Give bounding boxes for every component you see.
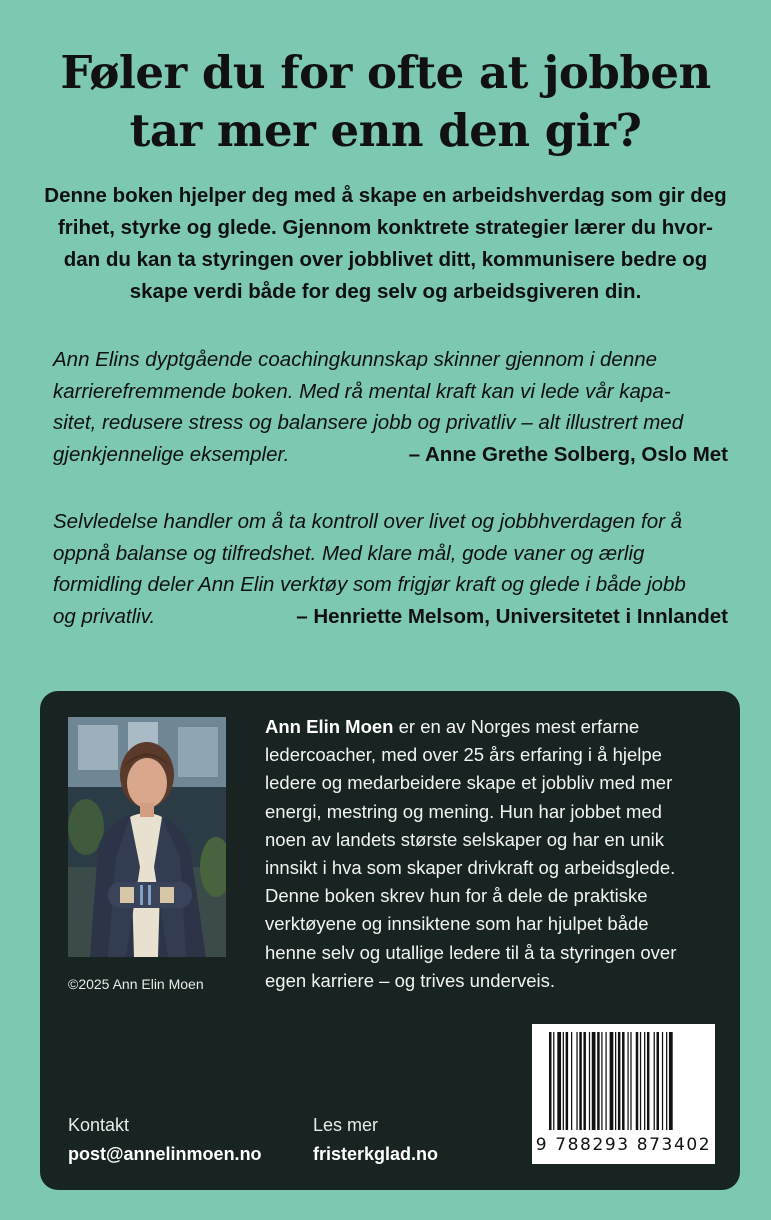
barcode-bar [571, 1032, 572, 1130]
quote-line: Selvledelse handler om å ta kontroll over livet og jobbhverdagen for å [53, 510, 683, 533]
barcode-bar [627, 1032, 628, 1130]
intro-line: dan du kan ta styringen over jobblivet ditt, kommunisere bedre og [63, 248, 708, 271]
bio-line: energi, mestring og mening. Hun har jobbet med [265, 800, 662, 822]
bio-line: noen av landets største selskaper og har en unik [265, 828, 665, 850]
barcode-bar [566, 1032, 569, 1130]
barcode-bar [657, 1032, 660, 1130]
intro-line: Denne boken hjelper deg med å skape en arbeidshverdag som gir deg [44, 184, 727, 207]
barcode-bar [654, 1032, 655, 1130]
quote-line: sitet, redusere stress og balansere jobb og privatliv – alt illustrert med [53, 411, 684, 434]
intro-paragraph [40, 180, 731, 308]
photo-credit: ©2025 Ann Elin Moen [68, 976, 204, 992]
barcode-bar [557, 1032, 561, 1130]
headline-line-1: Føler du for ofte at jobben [60, 46, 711, 99]
barcode-bar [605, 1032, 606, 1130]
barcode-bar [636, 1032, 639, 1130]
quote-line: Ann Elins dyptgående coachingkunnskap skinner gjennom i denne [53, 348, 658, 371]
bio-line: verktøyene og innsiktene som har hjulpet både [265, 913, 649, 935]
barcode-bar [592, 1032, 596, 1130]
quote-line: gjenkjennelige eksempler. [53, 442, 290, 466]
barcode-bar [647, 1032, 650, 1130]
barcode-bar [622, 1032, 625, 1130]
barcode-bar [563, 1032, 564, 1130]
isbn-number: 9 788293 873402 [535, 1135, 712, 1155]
author-photo-illustration [68, 717, 226, 957]
author-panel [40, 691, 740, 1190]
author-photo [68, 717, 226, 957]
quote-attribution: – Anne Grethe Solberg, Oslo Met [408, 442, 728, 466]
barcode-bar [579, 1032, 582, 1130]
barcode-bar [589, 1032, 590, 1130]
barcode-bar [583, 1032, 586, 1130]
bio-line: henne selv og utallige ledere til å ta styringen over [265, 941, 677, 963]
barcode-bar [601, 1032, 602, 1130]
barcode-bar [576, 1032, 577, 1130]
barcode-bar [640, 1032, 641, 1130]
bio-line: ledercoacher, med over 25 års erfaring i å hjelpe [265, 744, 662, 766]
author-bio [265, 713, 725, 995]
quote-line: formidling deler Ann Elin verktøy som frigjør kraft og glede i både jobb [53, 573, 686, 596]
review-quote [53, 344, 743, 470]
barcode-bar [610, 1032, 614, 1130]
quote-last-line [53, 601, 743, 633]
author-name: Ann Elin Moen [265, 716, 394, 737]
quote-line: og privatliv. [53, 604, 156, 628]
bio-text: er en av Norges mest erfarne [393, 716, 640, 737]
barcode-bar [553, 1032, 554, 1130]
read-more-block [313, 1111, 438, 1169]
read-more-label: Les mer [313, 1115, 379, 1135]
website-link[interactable]: fristerkglad.no [313, 1144, 439, 1164]
barcode-bars [532, 1024, 715, 1134]
headline [40, 44, 731, 160]
quote-line: oppnå balanse og tilfredshet. Med klare mål, gode vaner og ærlig [53, 541, 645, 565]
contact-label: Kontakt [68, 1115, 130, 1135]
bio-line: Denne boken skrev hun for å dele de praktiske [265, 885, 648, 907]
headline-line-2: tar mer enn den gir? [129, 104, 642, 157]
intro-line: skape verdi både for deg selv og arbeidsgiveren din. [129, 280, 642, 303]
quote-attribution: – Henriette Melsom, Universitetet i Innlandet [296, 604, 728, 628]
review-quote [53, 506, 743, 632]
bio-line: ledere og medarbeidere skape et jobbliv med mer [265, 772, 673, 794]
quote-line: karrierefremmende boken. Med rå mental kraft kan vi lede vår kapa- [53, 379, 671, 403]
barcode-bar [669, 1032, 673, 1130]
barcode-bar [630, 1032, 631, 1130]
barcode-bar [615, 1032, 616, 1130]
barcode [532, 1024, 715, 1164]
barcode-bar [644, 1032, 645, 1130]
barcode-bar [618, 1032, 621, 1130]
intro-line: frihet, styrke og glede. Gjennom konktrete strategier lærer du hvor- [57, 216, 714, 239]
barcode-bar [662, 1032, 663, 1130]
bio-line: innsikt i hva som skaper drivkraft og arbeidsglede. [265, 857, 676, 879]
barcode-bar [666, 1032, 667, 1130]
barcode-bar [549, 1032, 552, 1130]
bio-line [265, 713, 725, 741]
bio-line: egen karriere – og trives underveis. [265, 969, 555, 991]
contact-block [68, 1111, 262, 1169]
barcode-bar [597, 1032, 600, 1130]
quote-last-line [53, 439, 743, 471]
contact-email-link[interactable]: post@annelinmoen.no [68, 1144, 262, 1164]
